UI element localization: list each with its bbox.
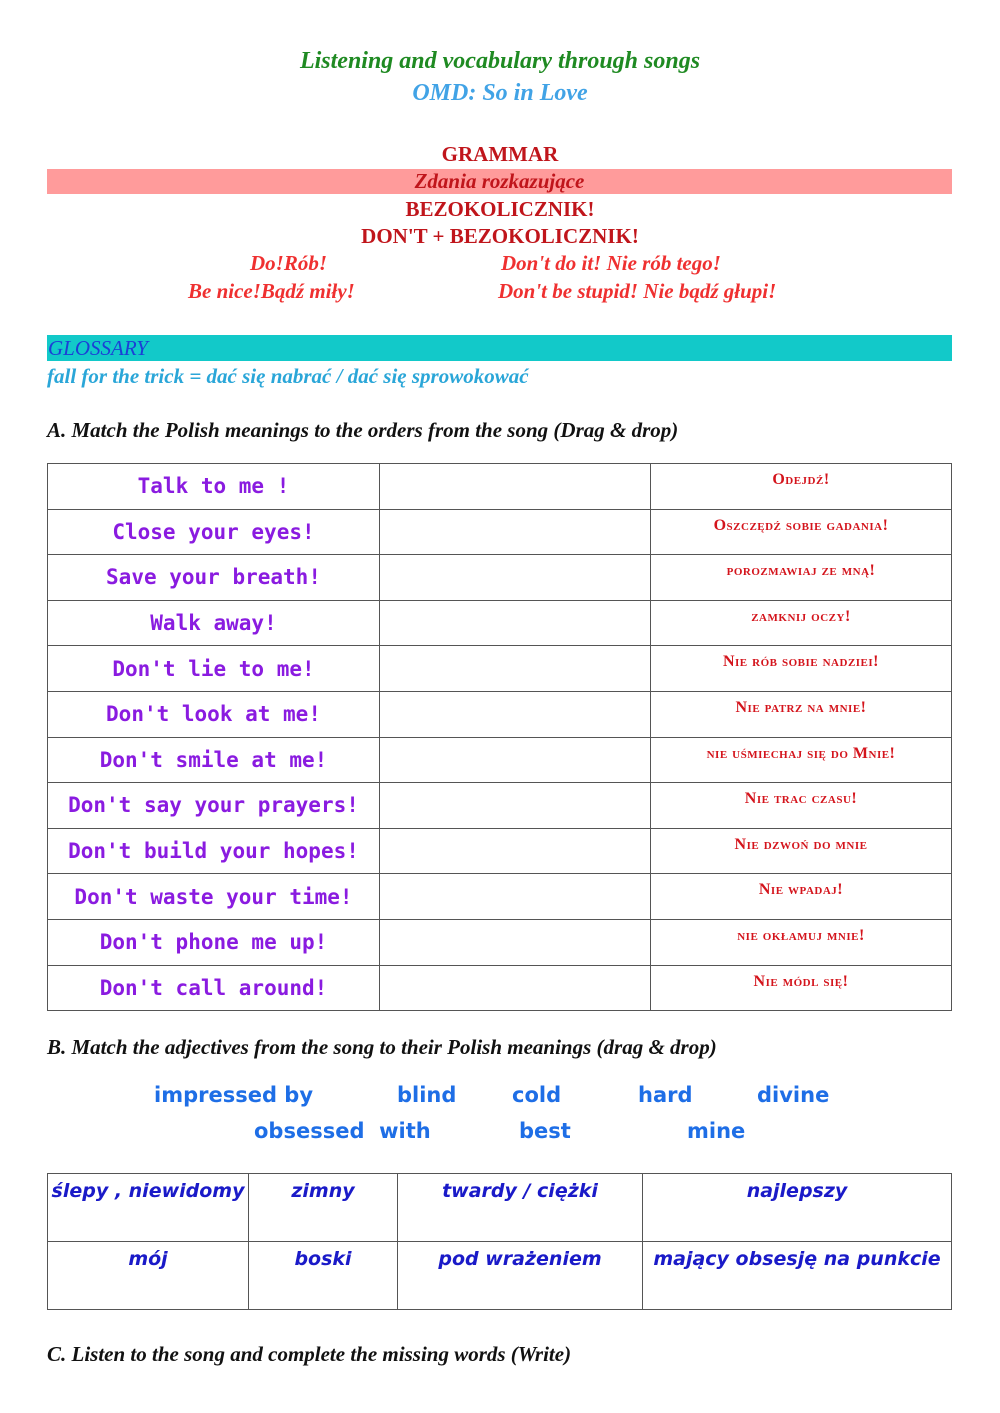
drop-cell[interactable]: ślepy , niewidomy bbox=[48, 1174, 249, 1242]
order-cell: Don't say your prayers! bbox=[48, 783, 380, 829]
example-negative: Don't do it! Nie rób tego! bbox=[501, 251, 721, 275]
answer-drop-zone[interactable] bbox=[380, 874, 651, 920]
polish-meaning-chip[interactable]: porozmawiaj ze mną! bbox=[651, 555, 952, 601]
order-cell: Save your breath! bbox=[48, 555, 380, 601]
grammar-heading: GRAMMAR bbox=[441, 142, 559, 166]
order-cell: Talk to me ! bbox=[48, 464, 380, 510]
answer-drop-zone[interactable] bbox=[380, 919, 651, 965]
order-cell: Walk away! bbox=[48, 600, 380, 646]
table-row bbox=[48, 965, 952, 1011]
order-cell: Close your eyes! bbox=[48, 509, 380, 555]
polish-meaning-chip[interactable]: zamknij oczy! bbox=[651, 600, 952, 646]
section-a-table bbox=[47, 463, 952, 1011]
table-row bbox=[48, 555, 952, 601]
section-b-instruction: B. Match the adjectives from the song to their Polish meanings (drag & drop) bbox=[47, 1035, 717, 1059]
polish-meaning-chip[interactable]: Nie wpadaj! bbox=[651, 874, 952, 920]
drop-cell[interactable]: zimny bbox=[249, 1174, 398, 1242]
example-positive: Be nice!Bądź miły! bbox=[188, 279, 355, 303]
polish-meaning-chip[interactable]: Nie patrz na mnie! bbox=[651, 691, 952, 737]
polish-meaning-chip[interactable]: Nie rób sobie nadziei! bbox=[651, 646, 952, 692]
order-cell: Don't build your hopes! bbox=[48, 828, 380, 874]
grammar-rule-negative: DON'T + BEZOKOLICZNIK! bbox=[361, 224, 639, 248]
drop-cell[interactable]: pod wrażeniem bbox=[398, 1242, 643, 1310]
answer-drop-zone[interactable] bbox=[380, 965, 651, 1011]
drop-cell[interactable]: boski bbox=[249, 1242, 398, 1310]
answer-drop-zone[interactable] bbox=[380, 646, 651, 692]
order-cell: Don't call around! bbox=[48, 965, 380, 1011]
section-a-instruction: A. Match the Polish meanings to the orders from the song (Drag & drop) bbox=[47, 418, 679, 442]
worksheet-title: Listening and vocabulary through songs bbox=[299, 48, 701, 74]
answer-drop-zone[interactable] bbox=[380, 783, 651, 829]
table-row bbox=[48, 783, 952, 829]
section-c-instruction: C. Listen to the song and complete the missing words (Write) bbox=[47, 1342, 572, 1366]
section-b-table bbox=[47, 1173, 952, 1310]
grammar-rule-affirmative: BEZOKOLICZNIK! bbox=[405, 197, 595, 221]
word-chip[interactable]: best bbox=[519, 1119, 571, 1143]
word-chip[interactable]: blind bbox=[397, 1083, 457, 1107]
example-positive: Do!Rób! bbox=[250, 251, 328, 275]
order-cell: Don't smile at me! bbox=[48, 737, 380, 783]
answer-drop-zone[interactable] bbox=[380, 737, 651, 783]
polish-meaning-chip[interactable]: nie okłamuj mnie! bbox=[651, 919, 952, 965]
polish-meaning-chip[interactable]: Nie módl się! bbox=[651, 965, 952, 1011]
order-cell: Don't lie to me! bbox=[48, 646, 380, 692]
table-row bbox=[48, 464, 952, 510]
example-negative: Don't be stupid! Nie bądź głupi! bbox=[498, 279, 777, 303]
word-chip[interactable]: mine bbox=[687, 1119, 746, 1143]
table-row bbox=[48, 600, 952, 646]
word-chip[interactable]: impressed by bbox=[154, 1083, 314, 1107]
song-title: OMD: So in Love bbox=[412, 80, 588, 106]
glossary-heading: GLOSSARY bbox=[48, 336, 148, 360]
glossary-bar bbox=[47, 335, 952, 361]
polish-meaning-chip[interactable]: Oszczędź sobie gadania! bbox=[651, 509, 952, 555]
answer-drop-zone[interactable] bbox=[380, 600, 651, 646]
polish-meaning-chip[interactable]: Nie trac czasu! bbox=[651, 783, 952, 829]
table-row bbox=[48, 919, 952, 965]
answer-drop-zone[interactable] bbox=[380, 555, 651, 601]
answer-drop-zone[interactable] bbox=[380, 828, 651, 874]
glossary-entry: fall for the trick = dać się nabrać / dać się sprowokować bbox=[47, 364, 529, 388]
word-chip[interactable]: hard bbox=[638, 1083, 693, 1107]
table-row bbox=[48, 828, 952, 874]
order-cell: Don't phone me up! bbox=[48, 919, 380, 965]
answer-drop-zone[interactable] bbox=[380, 464, 651, 510]
word-chip[interactable]: cold bbox=[512, 1083, 562, 1107]
polish-meaning-chip[interactable]: Odejdź! bbox=[651, 464, 952, 510]
table-row bbox=[48, 874, 952, 920]
table-row bbox=[48, 509, 952, 555]
table-row bbox=[48, 646, 952, 692]
grammar-topic: Zdania rozkazujące bbox=[414, 169, 585, 193]
drop-cell[interactable]: twardy / ciężki bbox=[398, 1174, 643, 1242]
table-row bbox=[48, 691, 952, 737]
word-chip[interactable]: obsessed with bbox=[254, 1119, 431, 1143]
polish-meaning-chip[interactable]: nie uśmiechaj się do Mnie! bbox=[651, 737, 952, 783]
order-cell: Don't look at me! bbox=[48, 691, 380, 737]
polish-meaning-chip[interactable]: Nie dzwoń do mnie bbox=[651, 828, 952, 874]
table-row bbox=[48, 737, 952, 783]
word-chip[interactable]: divine bbox=[757, 1083, 830, 1107]
order-cell: Don't waste your time! bbox=[48, 874, 380, 920]
drop-cell[interactable]: mój bbox=[48, 1242, 249, 1310]
answer-drop-zone[interactable] bbox=[380, 509, 651, 555]
drop-cell[interactable]: najlepszy bbox=[643, 1174, 952, 1242]
answer-drop-zone[interactable] bbox=[380, 691, 651, 737]
drop-cell[interactable]: mający obsesję na punkcie bbox=[643, 1242, 952, 1310]
